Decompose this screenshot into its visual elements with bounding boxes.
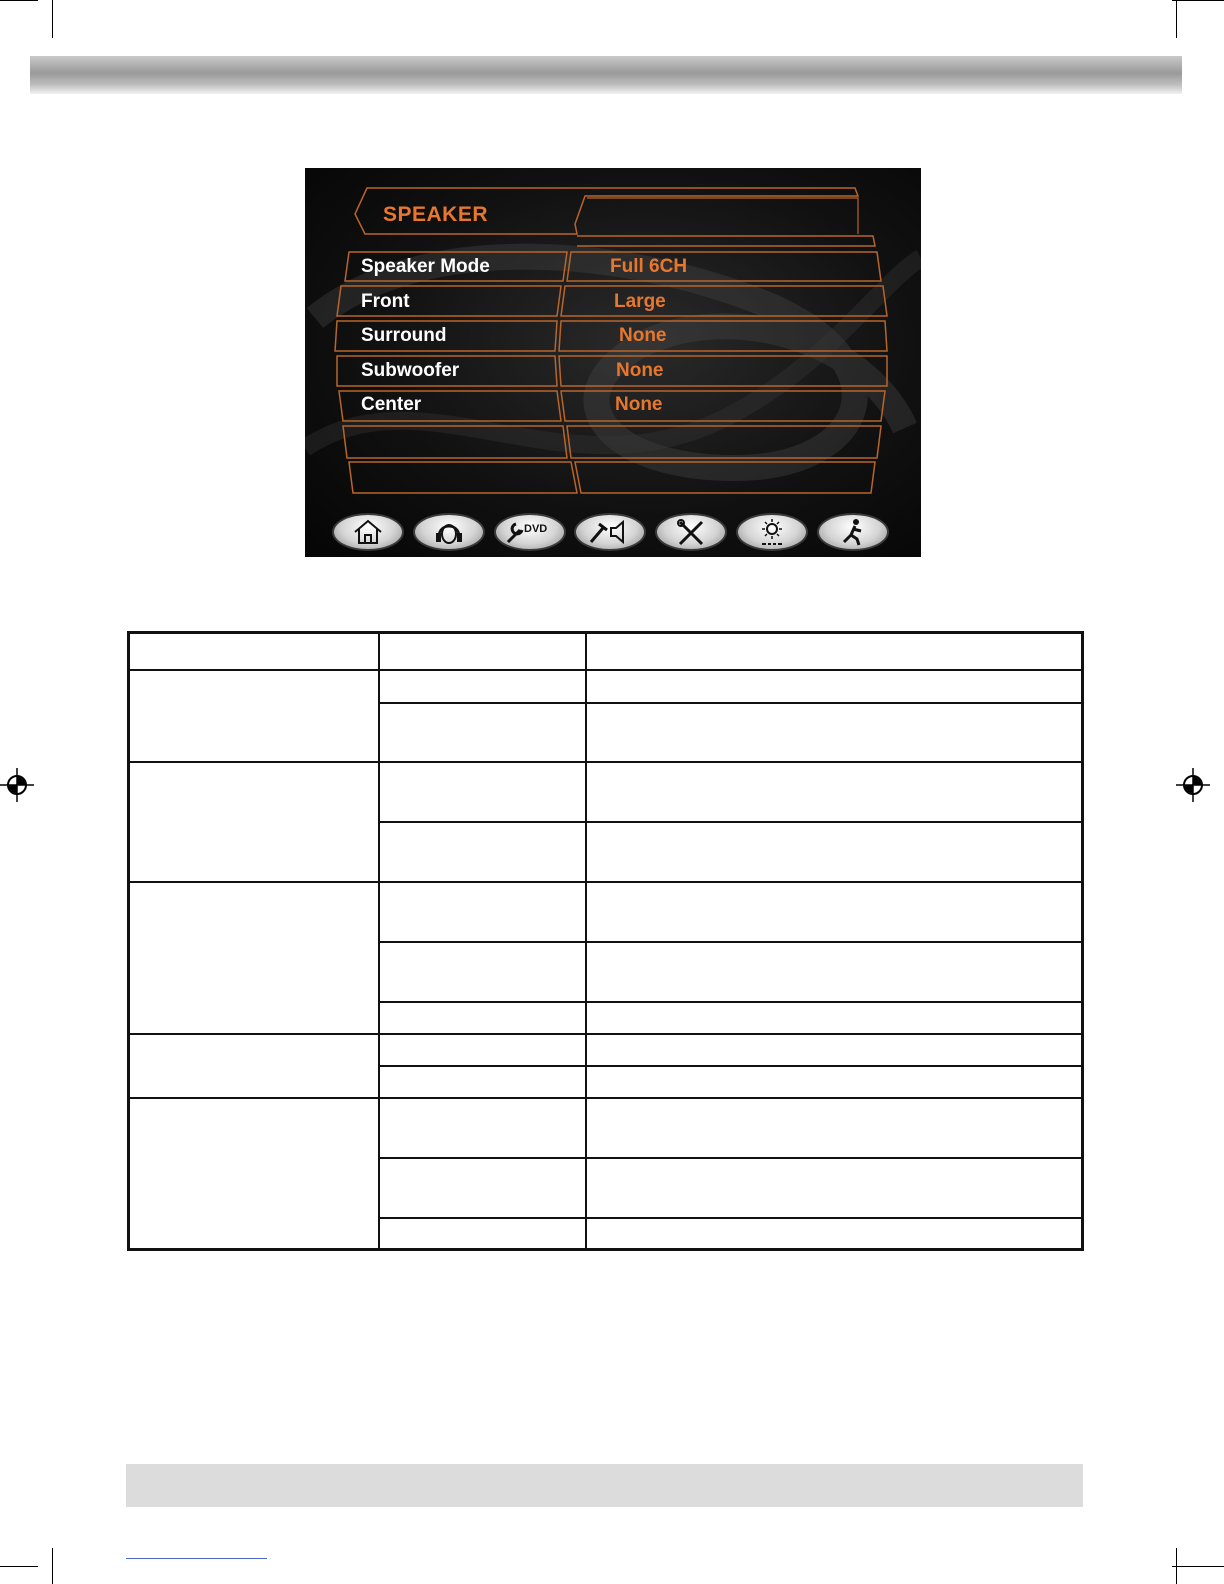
table-row xyxy=(129,1098,1083,1158)
crop-mark-bottom-left xyxy=(0,1566,38,1567)
speaker-osd-screen xyxy=(305,168,921,557)
footer-bar xyxy=(126,1464,1083,1507)
table-cell xyxy=(379,1066,586,1098)
table-cell xyxy=(586,942,1083,1002)
table-cell xyxy=(586,1098,1083,1158)
osd-row-label: Center xyxy=(361,394,422,415)
osd-row-value: Full 6CH xyxy=(610,256,688,277)
osd-row-value: None xyxy=(616,360,664,381)
table-cell xyxy=(586,703,1083,762)
speaker-setup-icon[interactable] xyxy=(574,513,646,551)
crop-mark-top-right-vertical xyxy=(1176,0,1177,38)
osd-row-value: Large xyxy=(614,291,666,312)
home-icon[interactable] xyxy=(332,513,404,551)
table-group-cell xyxy=(129,1098,380,1250)
table-cell xyxy=(379,942,586,1002)
osd-title: SPEAKER xyxy=(383,203,489,226)
osd-row-front[interactable] xyxy=(305,286,921,318)
table-cell xyxy=(586,1158,1083,1218)
table-cell xyxy=(586,1218,1083,1250)
crop-mark-top-left-vertical xyxy=(52,0,53,38)
table-cell xyxy=(379,1098,586,1158)
table-cell xyxy=(586,1034,1083,1066)
table-cell xyxy=(379,703,586,762)
crop-mark-bottom-right xyxy=(1172,1566,1224,1567)
table-cell xyxy=(586,822,1083,882)
osd-row-label: Subwoofer xyxy=(361,360,460,381)
table-cell xyxy=(379,1034,586,1066)
osd-row-label: Surround xyxy=(361,325,447,346)
table-header-row xyxy=(129,633,1083,670)
table-row xyxy=(129,762,1083,822)
osd-row-label: Front xyxy=(361,291,410,312)
registration-mark-left-icon xyxy=(0,768,34,802)
crop-mark-bottom-left-vertical xyxy=(52,1548,53,1584)
table-group-cell xyxy=(129,882,380,1034)
table-cell xyxy=(379,822,586,882)
table-cell xyxy=(379,1158,586,1218)
table-group-cell xyxy=(129,762,380,882)
table-cell xyxy=(379,1002,586,1034)
table-group-cell xyxy=(129,670,380,762)
brightness-icon[interactable] xyxy=(736,513,808,551)
table-header-cell xyxy=(379,633,586,670)
table-cell xyxy=(379,670,586,703)
osd-row-value: None xyxy=(615,394,663,415)
footer-underline xyxy=(126,1558,267,1559)
osd-row-center[interactable] xyxy=(305,389,921,421)
speaker-settings-table xyxy=(127,631,1084,1251)
tools-icon[interactable] xyxy=(655,513,727,551)
osd-row-value: None xyxy=(619,325,667,346)
headset-icon[interactable] xyxy=(413,513,485,551)
table-row xyxy=(129,882,1083,942)
osd-row-label: Speaker Mode xyxy=(361,256,490,277)
header-bar xyxy=(30,56,1182,94)
table-cell xyxy=(586,670,1083,703)
osd-icon-dock xyxy=(305,513,921,555)
table-cell xyxy=(379,882,586,942)
crop-mark-bottom-right-vertical xyxy=(1176,1548,1177,1584)
table-header-cell xyxy=(129,633,380,670)
registration-mark-right-icon xyxy=(1176,768,1210,802)
table-cell xyxy=(586,762,1083,822)
osd-row-surround[interactable] xyxy=(305,320,921,352)
table-cell xyxy=(379,762,586,822)
table-cell xyxy=(586,1002,1083,1034)
dvd-setup-icon[interactable] xyxy=(494,513,566,551)
exit-icon[interactable] xyxy=(817,513,889,551)
table-row xyxy=(129,670,1083,703)
table-cell xyxy=(586,1066,1083,1098)
table-header-cell xyxy=(586,633,1083,670)
crop-mark-top-right xyxy=(1172,0,1224,1)
osd-row-subwoofer[interactable] xyxy=(305,355,921,387)
table-cell xyxy=(379,1218,586,1250)
svg-text:DVD: DVD xyxy=(524,523,548,535)
table-row xyxy=(129,1034,1083,1066)
osd-row-speaker-mode[interactable] xyxy=(305,251,921,283)
table-group-cell xyxy=(129,1034,380,1098)
table-cell xyxy=(586,882,1083,942)
crop-mark-top-left xyxy=(0,0,38,1)
